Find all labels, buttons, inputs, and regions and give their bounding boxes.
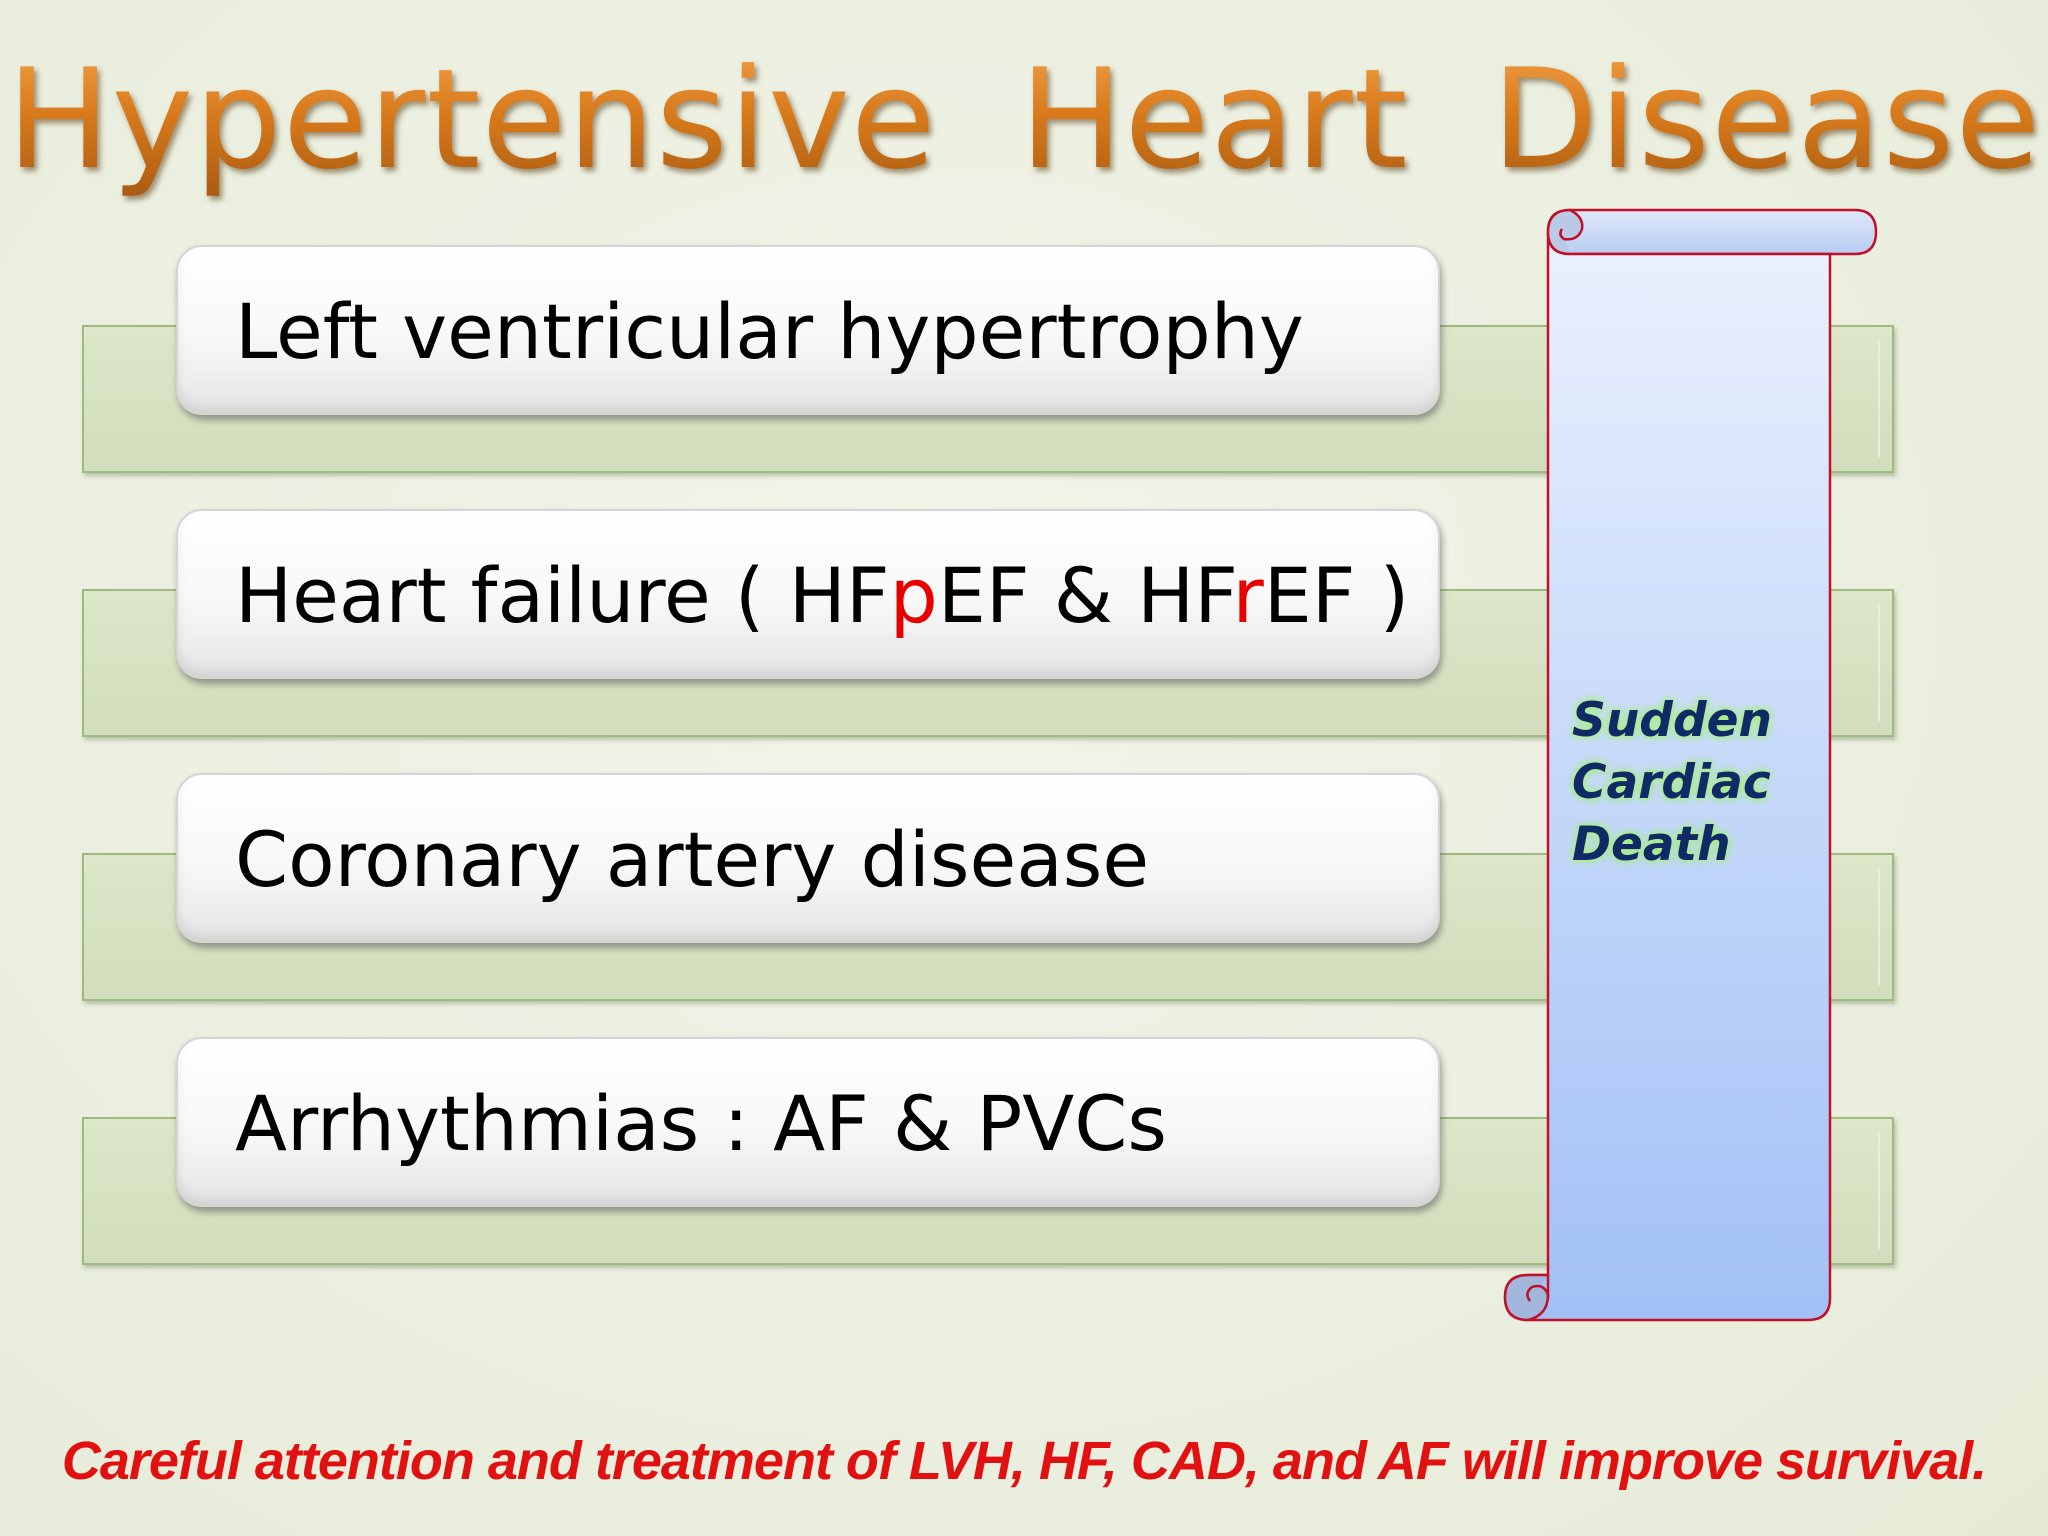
row-box	[176, 245, 1440, 415]
label-part: Heart failure ( HF	[235, 551, 890, 640]
highlight-r: r	[1232, 551, 1264, 640]
row-label: Left ventricular hypertrophy	[235, 287, 1304, 376]
scroll-banner	[1500, 205, 1890, 1330]
scroll-line: Cardiac	[1572, 755, 1771, 810]
scroll-line: Sudden	[1572, 693, 1772, 748]
label-part: EF )	[1263, 551, 1410, 640]
row-box	[176, 773, 1440, 943]
row-box	[176, 1037, 1440, 1207]
row-box	[176, 509, 1440, 679]
highlight-p: p	[889, 551, 938, 640]
scroll-text	[1572, 690, 1872, 876]
footer-note: Careful attention and treatment of LVH, HF, CAD, and AF will improve survival.	[61, 1431, 1987, 1491]
label-part: EF & HF	[937, 551, 1233, 640]
row-label: Coronary artery disease	[235, 815, 1150, 904]
row-label	[235, 511, 1409, 681]
row-label: Arrhythmias : AF & PVCs	[235, 1079, 1167, 1168]
slide-title: Hypertensive Heart Disease	[0, 40, 2048, 200]
scroll-line: Death	[1572, 817, 1731, 872]
